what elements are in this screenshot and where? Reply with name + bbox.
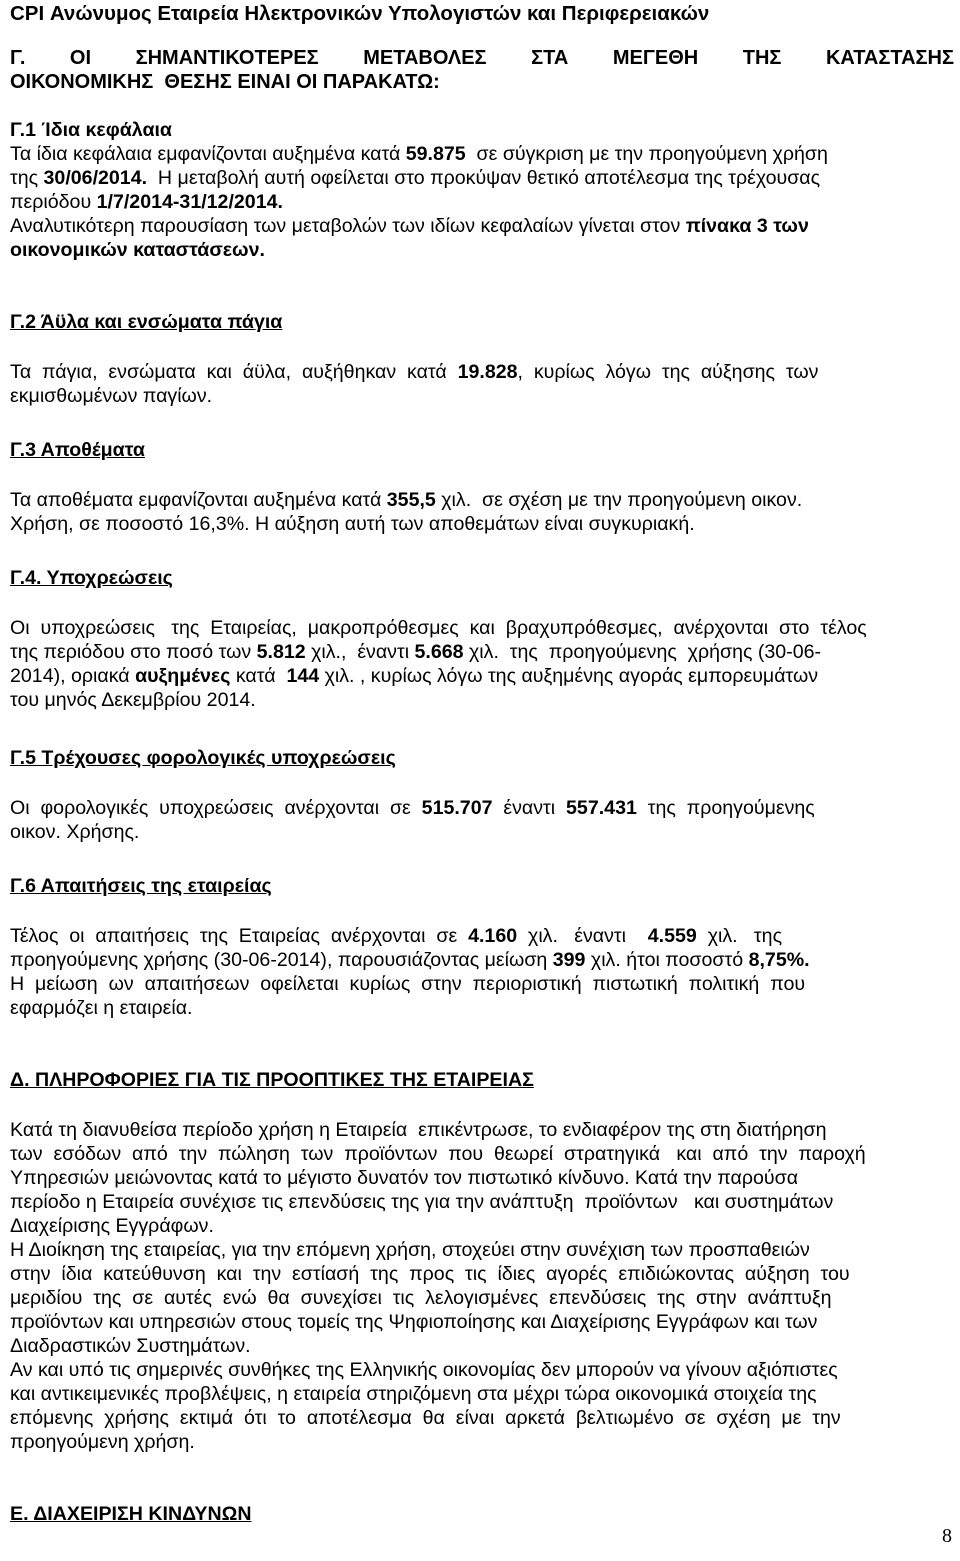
d-p3-line-4: προηγούμενη χρήση. [10,1431,195,1453]
g2-heading: Γ.2 Άϋλα και ενσώματα πάγια [10,311,283,333]
section-e [10,1502,954,1526]
g6-text: Τέλος οι απαιτήσεις της Εταιρείας ανέρχονται σε [10,925,469,947]
section-d-paragraph-3 [10,1358,954,1454]
d-p2-line-1: Η Διοίκηση της εταιρείας, για την επόμενη χρήση, στοχεύει στην συνέχιση των προσπαθειών [10,1239,810,1261]
section-d-paragraph-1 [10,1118,954,1238]
g1-text-4: Η μεταβολή αυτή οφείλεται στο προκύψαν θετικό αποτέλεσμα της τρέχουσας [147,167,821,189]
g5-text-3: της προηγούμενης [636,797,815,819]
g3-unit: χιλ. [435,489,477,511]
section-g3 [10,438,954,536]
section-g1 [10,118,954,262]
g6-text-3: της [743,925,783,947]
g4-line-4: του μηνός Δεκεμβρίου 2014. [10,689,256,711]
g3-amount: 355,5 [386,489,436,511]
g4-text-6: , κυρίως λόγω της αυξημένης αγοράς εμπορευμάτων [359,665,819,687]
g1-text-5: περιόδου [10,191,97,213]
g4-text-3: της προηγούμενης χρήσης (30-06- [504,641,822,663]
page-number: 8 [942,1525,952,1547]
d-p1-line-2: των εσόδων από την πώληση των προϊόντων που θεωρεί στρατηγικά και από την παροχή [10,1143,866,1165]
d-p2-line-2: στην ίδια κατεύθυνση και την εστίασή της προς τις ίδιες αγορές επιδιώκοντας αύξηση του [10,1263,850,1285]
d-p2-line-4: προϊόντων και υπηρεσιών στους τομείς της Ψηφιοποίησης και Διαχείρισης Εγγράφων και των [10,1311,818,1333]
g1-text-3: της [10,167,44,189]
g2-amount: 19.828 [457,361,518,383]
d-p3-line-2: και αντικειμενικές προβλέψεις, η εταιρεία στηριζόμενη στα μέχρι τώρα οικονομικά στοιχεία της [10,1383,817,1405]
g5-line-1 [10,796,954,820]
g5-text: Οι φορολογικές υποχρεώσεις ανέρχονται σε [10,797,422,819]
section-d [10,1068,954,1454]
d-p2-line-3: μεριδίου της σε αυτές ενώ θα συνεχίσει τις λελογισμένες επενδύσεις της στην ανάπτυξη [10,1287,832,1309]
g3-line-1 [10,488,954,512]
g5-amount-previous: 557.431 [566,797,637,819]
g2-line-1 [10,360,954,384]
section-g2 [10,310,954,408]
g3-text-2: σε σχέση με την προηγούμενη οικον. [476,489,803,511]
g6-unit-2: χιλ. [696,925,744,947]
g4-amount-diff: 144 [286,665,320,687]
g4-increased: αυξημένες [135,665,231,687]
d-p1-line-1: Κατά τη διανυθείσα περίοδο χρήση η Εταιρεία επικέντρωσε, το ενδιαφέρον της στη διατήρηση [10,1119,827,1141]
section-g6 [10,874,954,1020]
g5-heading: Γ.5 Τρέχουσες φορολογικές υποχρεώσεις [10,747,396,769]
g4-text: της περιόδου στο ποσό των [10,641,257,663]
d-p3-line-1: Αν και υπό τις σημερινές συνθήκες της Ελληνικής οικονομίας δεν μπορούν να γίνουν αξιόπιστες [10,1359,838,1381]
g2-text: Τα πάγια, ενσώματα και άϋλα, αυξήθηκαν κατά [10,361,458,383]
g6-heading: Γ.6 Απαιτήσεις της εταιρείας [10,875,272,897]
g6-line-2 [10,948,954,972]
g6-amount-current: 4.160 [468,925,518,947]
g2-text-2: , κυρίως λόγω της αύξησης των [517,361,819,383]
g3-line-2: Χρήση, σε ποσοστό 16,3%. Η αύξηση αυτή των αποθεμάτων είναι συγκυριακή. [10,513,695,535]
g5-amount-current: 515.707 [421,797,493,819]
g1-line-1 [10,142,954,166]
section-d-paragraph-2 [10,1238,954,1358]
section-d-heading: Δ. ΠΛΗΡΟΦΟΡΙΕΣ ΓΙΑ ΤΙΣ ΠΡΟΟΠΤΙΚΕΣ ΤΗΣ ΕΤΑΙΡΕΙΑΣ [10,1069,534,1091]
g4-text-2: έναντι [351,641,415,663]
g1-line-3 [10,190,954,214]
section-g5 [10,746,954,844]
d-p3-line-3: επόμενης χρήσης εκτιμά ότι το αποτέλεσμα θα είναι αρκετά βελτιωμένο σε σχέση με την [10,1407,841,1429]
g1-line-5: οικονομικών καταστάσεων. [10,239,265,261]
g4-amount-current: 5.812 [256,641,306,663]
g2-line-2: εκμισθωμένων παγίων. [10,385,213,407]
g4-text-5: κατά [230,665,287,687]
g4-line-2 [10,640,954,664]
d-p1-line-4: περίοδο η Εταιρεία συνέχισε τις επενδύσεις της για την ανάπτυξη προϊόντων και συστημάτων [10,1191,834,1213]
g1-amount: 59.875 [405,143,466,165]
g1-line-2 [10,166,954,190]
g4-unit-2: χιλ. [463,641,505,663]
g6-text-2: έναντι [563,925,648,947]
g1-line-4 [10,214,954,238]
g3-heading: Γ.3 Αποθέματα [10,439,145,461]
g5-line-2: οικον. Χρήσης. [10,821,140,843]
g4-line-3 [10,664,954,688]
g6-text-5: χιλ. ήτοι ποσοστό [585,949,749,971]
g6-amount-diff: 399 [552,949,586,971]
d-p1-line-5: Διαχείρισης Εγγράφων. [10,1215,214,1237]
g6-text-4: προηγούμενης χρήσης (30-06-2014), παρουσιάζοντας μείωση [10,949,553,971]
g3-text: Τα αποθέματα εμφανίζονται αυξημένα κατά [10,489,387,511]
g4-text-4: 2014), οριακά [10,665,136,687]
g6-line-1 [10,924,954,948]
g4-amount-previous: 5.668 [414,641,464,663]
g6-line-4: εφαρμόζει η εταιρεία. [10,997,193,1019]
g4-unit-3: χιλ. [319,665,360,687]
section-g-title-line-2: ΟΙΚΟΝΟΜΙΚΗΣ ΘΕΣΗΣ ΕΙΝΑΙ ΟΙ ΠΑΡΑΚΑΤΩ: [10,71,440,93]
g6-line-3: Η μείωση ων απαιτήσεων οφείλεται κυρίως στην περιοριστική πιστωτική πολιτική που [10,973,806,995]
g4-unit: χιλ., [305,641,352,663]
d-p1-line-3: Υπηρεσιών μειώνοντας κατά το μέγιστο δυνατόν τον πιστωτικό κίνδυνο. Κατά την παρούσα [10,1167,799,1189]
section-g4 [10,566,954,712]
g1-table-ref: πίνακα 3 των [685,215,809,237]
g1-text-6: Αναλυτικότερη παρουσίαση των μεταβολών των ιδίων κεφαλαίων γίνεται στον [10,215,686,237]
g6-percent: 8,75%. [748,949,810,971]
g1-date: 30/06/2014. [43,167,148,189]
d-p2-line-5: Διαδραστικών Συστημάτων. [10,1335,251,1357]
g1-text-2: σε σύγκριση με την προηγούμενη χρήση [465,143,828,165]
g1-text: Τα ίδια κεφάλαια εμφανίζονται αυξημένα κατά [10,143,406,165]
g4-line-1: Οι υποχρεώσεις της Εταιρείας, μακροπρόθεσμες και βραχυπρόθεσμες, ανέρχονται στο τέλος [10,617,867,639]
g6-amount-previous: 4.559 [647,925,697,947]
document-header: CPI Ανώνυμος Εταιρεία Ηλεκτρονικών Υπολογιστών και Περιφερειακών [10,2,710,25]
g4-heading: Γ.4. Υποχρεώσεις [10,567,173,589]
g1-period: 1/7/2014-31/12/2014. [96,191,283,213]
section-g-title [10,46,954,94]
section-g-title-line-1: Γ. ΟΙ ΣΗΜΑΝΤΙΚΟΤΕΡΕΣ ΜΕΤΑΒΟΛΕΣ ΣΤΑ ΜΕΓΕΘΗ ΤΗΣ ΚΑΤΑΣΤΑΣΗΣ [10,47,954,69]
g6-unit: χιλ. [517,925,564,947]
g5-text-2: έναντι [492,797,567,819]
g1-heading: Γ.1 Ίδια κεφάλαια [10,119,172,141]
section-e-heading: Ε. ΔΙΑΧΕΙΡΙΣΗ ΚΙΝΔΥΝΩΝ [10,1503,252,1525]
